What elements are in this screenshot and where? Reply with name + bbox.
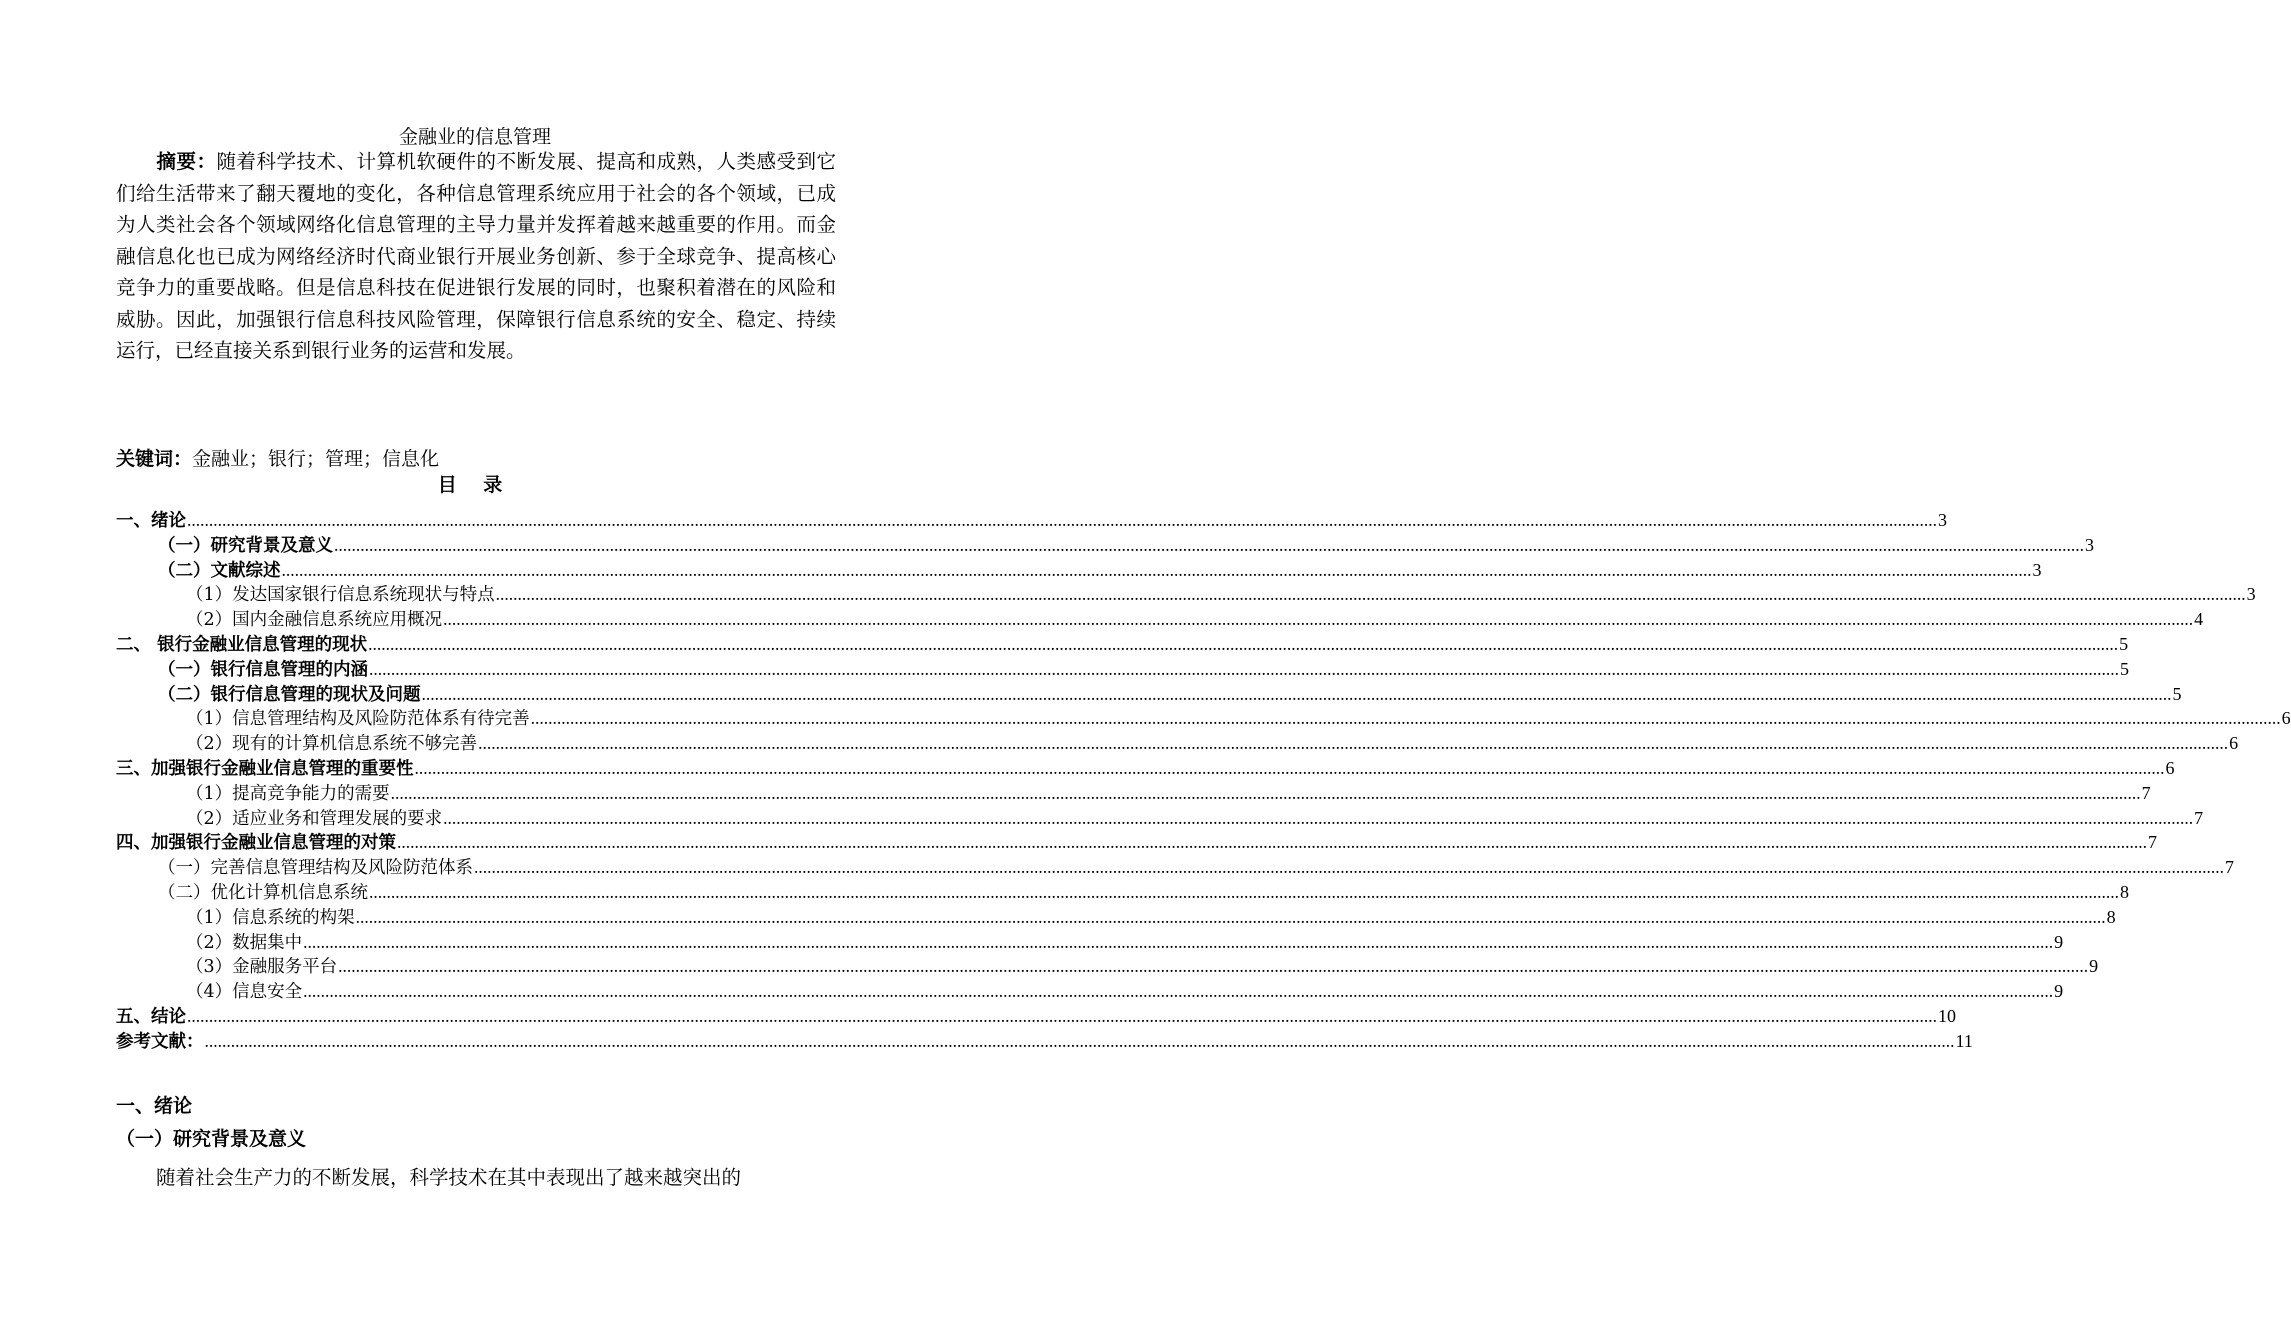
toc-entry-title: （1）信息系统的构架	[186, 907, 355, 928]
toc-entry-title: （2）数据集中	[186, 932, 303, 953]
body-paragraph-text: 随着社会生产力的不断发展，科学技术在其中表现出了越来越突出的	[156, 1166, 742, 1189]
toc-entry[interactable]	[116, 558, 2042, 583]
toc-entry[interactable]	[116, 930, 2064, 955]
toc-entry[interactable]	[116, 830, 2157, 855]
toc-entry[interactable]	[116, 533, 2094, 558]
toc-dot-leader: ................................................................................................................................................................................................................................................................................................................................................................................................................	[187, 510, 1937, 530]
toc-dot-leader: ................................................................................................................................................................................................................................................................................................................................................................................................................	[414, 757, 2165, 778]
toc-entry[interactable]	[116, 979, 2064, 1004]
toc-entry[interactable]	[116, 756, 2175, 781]
toc-entry[interactable]	[116, 582, 2256, 607]
toc-entry-title: 二、 银行金融业信息管理的现状	[116, 634, 368, 655]
toc-entry[interactable]	[116, 1029, 1973, 1054]
abstract-label: 摘要：	[156, 150, 217, 173]
toc-entry-title: 五、结论	[116, 1006, 186, 1027]
toc-entry-title: （一）完善信息管理结构及风险防范体系	[158, 858, 473, 879]
toc-dot-leader: ................................................................................................................................................................................................................................................................................................................................................................................................................	[369, 881, 2119, 902]
toc-entry-title: （4）信息安全	[186, 982, 303, 1003]
toc-page-number: 10	[1938, 1005, 1956, 1026]
toc-entry-title: （1）发达国家银行信息系统现状与特点	[186, 585, 495, 606]
toc-entry[interactable]	[116, 1004, 1956, 1029]
toc-dot-leader: ................................................................................................................................................................................................................................................................................................................................................................................................................	[303, 931, 2054, 952]
toc-dot-leader: ................................................................................................................................................................................................................................................................................................................................................................................................................	[368, 633, 2119, 654]
toc-page-number: 5	[2172, 683, 2182, 704]
toc-page-number: 5	[2120, 658, 2129, 679]
toc-dot-leader: ................................................................................................................................................................................................................................................................................................................................................................................................................	[530, 708, 2281, 729]
abstract-paragraph	[116, 146, 836, 367]
toc-entry-title: （一）研究背景及意义	[158, 535, 333, 556]
section-heading: 一、绪论	[116, 1095, 193, 1117]
toc-dot-leader: ................................................................................................................................................................................................................................................................................................................................................................................................................	[390, 782, 2141, 803]
toc-dot-leader: ................................................................................................................................................................................................................................................................................................................................................................................................................	[369, 658, 2119, 679]
subsection-heading: （一）研究背景及意义	[116, 1128, 307, 1150]
toc-dot-leader: ................................................................................................................................................................................................................................................................................................................................................................................................................	[303, 981, 2054, 1002]
toc-dot-leader: ................................................................................................................................................................................................................................................................................................................................................................................................................	[355, 906, 2106, 927]
toc-dot-leader: ................................................................................................................................................................................................................................................................................................................................................................................................................	[478, 733, 2229, 754]
toc-entry-title: （二）银行信息管理的现状及问题	[158, 684, 421, 705]
toc-entry[interactable]	[116, 508, 1947, 533]
toc-page-number: 3	[2246, 584, 2256, 605]
toc-entry[interactable]	[116, 954, 2099, 979]
abstract-text: 随着科学技术、计算机软硬件的不断发展、提高和成熟，人类感受到它们给生活带来了翻天覆地的变化，各种信息管理系统应用于社会的各个领域，已成为人类社会各个领域网络化信息管理的主导力量并发挥着越来越重要的作用。而金融信息化也已成为网络经济时代商业银行开展业务创新、参于全球竞争、提高核心竞争力的重要战略。但是信息科技在促进银行发展的同时，也聚积着潜在的风险和威胁。因此，加强银行信息科技风险管理，保障银行信息系统的安全、稳定、持续运行，已经直接关系到银行业务的运营和发展。	[116, 150, 836, 362]
toc-entry[interactable]	[116, 806, 2204, 831]
toc-dot-leader: ................................................................................................................................................................................................................................................................................................................................................................................................................	[338, 956, 2089, 977]
toc-entry[interactable]	[116, 880, 2129, 905]
toc-entry-title: （1）提高竞争能力的需要	[186, 783, 390, 804]
keywords-line	[116, 446, 439, 472]
toc-page-number: 6	[2165, 757, 2175, 778]
toc-dot-leader: ................................................................................................................................................................................................................................................................................................................................................................................................................	[495, 584, 2246, 605]
toc-entry-title: （一）银行信息管理的内涵	[158, 659, 368, 680]
toc-page-number: 8	[2120, 881, 2129, 902]
toc-entry[interactable]	[116, 706, 2291, 731]
toc-entry-title: 一、绪论	[116, 511, 186, 531]
toc-entry[interactable]	[116, 855, 2234, 880]
toc-entry-title: （二）优化计算机信息系统	[158, 882, 368, 903]
toc-page-number: 7	[2141, 782, 2151, 803]
toc-entry-title: （2）适应业务和管理发展的要求	[186, 808, 443, 829]
toc-page-number: 6	[2229, 733, 2239, 754]
toc-dot-leader: ................................................................................................................................................................................................................................................................................................................................................................................................................	[421, 683, 2172, 704]
toc-entry-title: （二）文献综述	[158, 560, 281, 581]
toc-page-number: 7	[2148, 832, 2157, 853]
toc-page-number: 7	[2225, 857, 2234, 878]
toc-dot-leader: ................................................................................................................................................................................................................................................................................................................................................................................................................	[281, 559, 2032, 580]
toc-entry-title: （1）信息管理结构及风险防范体系有待完善	[186, 709, 530, 730]
toc-entry-title: （2）国内金融信息系统应用概况	[186, 610, 443, 631]
toc-page-number: 3	[1938, 510, 1947, 530]
toc-entry-title: （3）金融服务平台	[186, 957, 338, 978]
keywords-text: 金融业；银行；管理；信息化	[192, 448, 440, 470]
toc-entry-title: 三、加强银行金融业信息管理的重要性	[116, 758, 414, 779]
toc-dot-leader: ................................................................................................................................................................................................................................................................................................................................................................................................................	[474, 857, 2224, 878]
toc-entry[interactable]	[116, 781, 2151, 806]
toc-page-number: 3	[2032, 559, 2042, 580]
toc-dot-leader: ................................................................................................................................................................................................................................................................................................................................................................................................................	[204, 1030, 1955, 1051]
toc-entry[interactable]	[116, 731, 2239, 756]
toc-dot-leader: ................................................................................................................................................................................................................................................................................................................................................................................................................	[443, 609, 2194, 630]
toc-page-number: 9	[2054, 931, 2064, 952]
toc-page-number: 6	[2281, 708, 2291, 729]
toc-entry[interactable]	[116, 905, 2116, 930]
toc-entry[interactable]	[116, 682, 2182, 707]
keywords-label: 关键词：	[116, 448, 193, 470]
toc-entry[interactable]	[116, 607, 2204, 632]
toc-page-number: 11	[1955, 1030, 1973, 1051]
toc-page-number: 8	[2106, 906, 2116, 927]
body-paragraph	[116, 1162, 836, 1193]
toc-entry[interactable]	[116, 632, 2129, 657]
toc-dot-leader: ................................................................................................................................................................................................................................................................................................................................................................................................................	[397, 832, 2147, 853]
table-of-contents	[116, 508, 2291, 1054]
toc-page-number: 7	[2194, 807, 2204, 828]
toc-dot-leader: ................................................................................................................................................................................................................................................................................................................................................................................................................	[443, 807, 2194, 828]
toc-title: 目 录	[437, 474, 513, 496]
toc-page-number: 9	[2089, 956, 2099, 977]
toc-entry-title: 参考文献：	[116, 1031, 204, 1052]
toc-entry-title: 四、加强银行金融业信息管理的对策	[116, 833, 396, 854]
document-title: 金融业的信息管理	[398, 126, 551, 148]
toc-page-number: 5	[2119, 633, 2129, 654]
toc-page-number: 9	[2054, 981, 2064, 1002]
toc-page-number: 4	[2194, 609, 2204, 630]
toc-dot-leader: ................................................................................................................................................................................................................................................................................................................................................................................................................	[334, 534, 2084, 555]
toc-dot-leader: ................................................................................................................................................................................................................................................................................................................................................................................................................	[187, 1005, 1937, 1026]
toc-entry-title: （2）现有的计算机信息系统不够完善	[186, 734, 478, 755]
toc-page-number: 3	[2085, 534, 2094, 555]
toc-entry[interactable]	[116, 657, 2129, 682]
